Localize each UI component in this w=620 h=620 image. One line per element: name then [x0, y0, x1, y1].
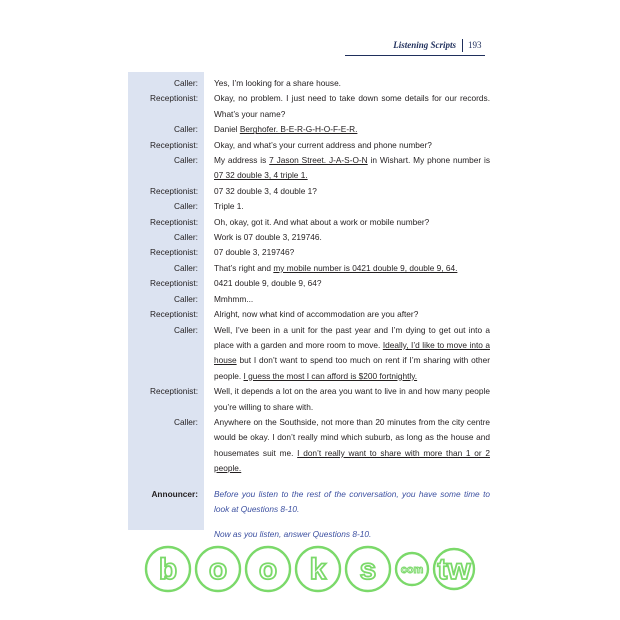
watermark-letter: k — [309, 553, 327, 586]
speech-fragment: 0421 double 9, double 9, 64? — [214, 278, 322, 289]
speech-fragment: Anywhere on the Southside, not more than 20 minutes from the city centre would be okay. I don’t really mind which suburb, as long as the house and housemates suit me. — [214, 416, 490, 458]
speech-text — [204, 122, 490, 137]
speech-fragment: Mmhmm... — [214, 293, 254, 304]
speech-fragment: Daniel — [214, 124, 240, 135]
speech-text — [204, 199, 490, 214]
underlined-answer: 7 Jason Street. J-A-S-O-N — [269, 155, 368, 166]
dialogue-row — [128, 122, 490, 137]
speaker-label: Caller: — [174, 124, 198, 135]
speaker-label: Receptionist: — [150, 278, 198, 289]
watermark-dot-com: com — [400, 564, 424, 576]
speech-text — [204, 415, 490, 477]
section-gap — [128, 477, 490, 487]
speech-text — [204, 307, 490, 322]
watermark-letter: o — [208, 553, 228, 586]
dialogue-row — [128, 292, 490, 307]
books-com-tw-watermark — [132, 538, 492, 600]
speech-fragment: Work is 07 double 3, 219746. — [214, 232, 322, 243]
speech-fragment: Well, it depends a lot on the area you want to live in and how many people you’re willing to share with. — [214, 386, 490, 412]
speaker-label: Receptionist: — [150, 93, 198, 104]
header-divider — [462, 39, 463, 52]
underlined-answer: my mobile number is 0421 double 9, double 9, 64. — [273, 262, 458, 273]
speech-text — [204, 323, 490, 385]
speech-fragment: Yes, I’m looking for a share house. — [214, 78, 341, 88]
section-title: Listening Scripts — [393, 40, 456, 50]
dialogue-row — [128, 307, 490, 322]
speech-text — [204, 245, 490, 260]
watermark-letter: b — [158, 553, 178, 586]
speech-text — [204, 138, 490, 153]
speech-fragment: Well, I’ve been in a unit for the past year and I’m dying to get out into a place with a garden and more room to move. — [214, 324, 490, 350]
dialogue-list — [128, 76, 490, 477]
dialogue-row — [128, 245, 490, 260]
speaker-label: Receptionist: — [150, 216, 198, 227]
speaker-label: Receptionist: — [150, 386, 198, 397]
watermark-tld: tw — [437, 553, 471, 586]
watermark-letter: s — [359, 553, 377, 586]
listening-script — [128, 76, 490, 543]
dialogue-row — [128, 276, 490, 291]
speech-fragment: 07 double 3, 219746? — [214, 247, 295, 258]
dialogue-row — [128, 138, 490, 153]
underlined-answer: I guess the most I can afford is $200 fortnightly. — [243, 370, 418, 381]
speaker-label: Caller: — [174, 293, 198, 304]
page-number: 193 — [468, 40, 482, 50]
instruction-text: Now as you listen, answer Questions 8-10. — [214, 529, 372, 540]
speaker-label: Caller: — [174, 201, 198, 212]
speech-fragment: in Wishart. My phone number is — [367, 155, 491, 166]
underlined-answer: 07 32 double 3, 4 triple 1. — [214, 170, 308, 181]
speech-text — [204, 276, 490, 291]
speaker-label: Receptionist: — [150, 185, 198, 196]
speaker-label: Receptionist: — [150, 309, 198, 320]
speech-fragment: Okay, and what’s your current address and phone number? — [214, 139, 432, 150]
speech-text — [204, 230, 490, 245]
speaker-label: Caller: — [174, 416, 198, 427]
speaker-label: Caller: — [174, 155, 198, 166]
dialogue-row — [128, 415, 490, 477]
announcer-text: Before you listen to the rest of the conversation, you have some time to look at Questions 8-10. — [214, 488, 490, 514]
speech-fragment: Triple 1. — [214, 201, 244, 212]
header-rule — [345, 55, 485, 56]
speaker-label: Caller: — [174, 262, 198, 273]
dialogue-row — [128, 76, 490, 91]
dialogue-row — [128, 215, 490, 230]
speech-text — [204, 261, 490, 276]
dialogue-row — [128, 153, 490, 184]
dialogue-row — [128, 230, 490, 245]
running-header — [300, 38, 490, 52]
speaker-label: Caller: — [174, 232, 198, 243]
speech-text — [204, 91, 490, 122]
speech-fragment: Oh, okay, got it. And what about a work or mobile number? — [214, 216, 430, 227]
speech-fragment: Okay, no problem. I just need to take down some details for our records. What’s your name? — [214, 93, 490, 119]
watermark-letter: o — [258, 553, 278, 586]
speech-fragment: That’s right and — [214, 262, 274, 273]
underlined-answer: I don’t really want to share with more than 1 or 2 people. — [214, 447, 490, 474]
speech-text — [204, 76, 490, 91]
speaker-label: Caller: — [174, 78, 198, 88]
speech-fragment: My address is — [214, 155, 270, 166]
underlined-answer: Berghofer. B-E-R-G-H-O-F-E-R. — [239, 124, 358, 135]
speech-text — [204, 292, 490, 307]
speech-text — [204, 153, 490, 184]
speaker-label: Caller: — [174, 324, 198, 335]
speech-text — [204, 184, 490, 199]
speech-text — [204, 215, 490, 230]
speech-fragment: Alright, now what kind of accommodation are you after? — [214, 309, 419, 320]
speaker-label: Announcer: — [151, 488, 198, 499]
dialogue-row — [128, 199, 490, 214]
speaker-label: Receptionist: — [150, 139, 198, 150]
dialogue-row — [128, 261, 490, 276]
announcer-row — [128, 487, 490, 518]
dialogue-row — [128, 184, 490, 199]
speech-fragment: but I don’t want to spend too much on rent if I’m sharing with other people. — [214, 355, 490, 381]
dialogue-row — [128, 91, 490, 122]
dialogue-row — [128, 384, 490, 415]
speech-fragment: 07 32 double 3, 4 double 1? — [214, 185, 317, 196]
speaker-label: Receptionist: — [150, 247, 198, 258]
speech-text — [204, 384, 490, 415]
underlined-answer: Ideally, I’d like to move into a house — [214, 339, 490, 366]
dialogue-row — [128, 323, 490, 385]
